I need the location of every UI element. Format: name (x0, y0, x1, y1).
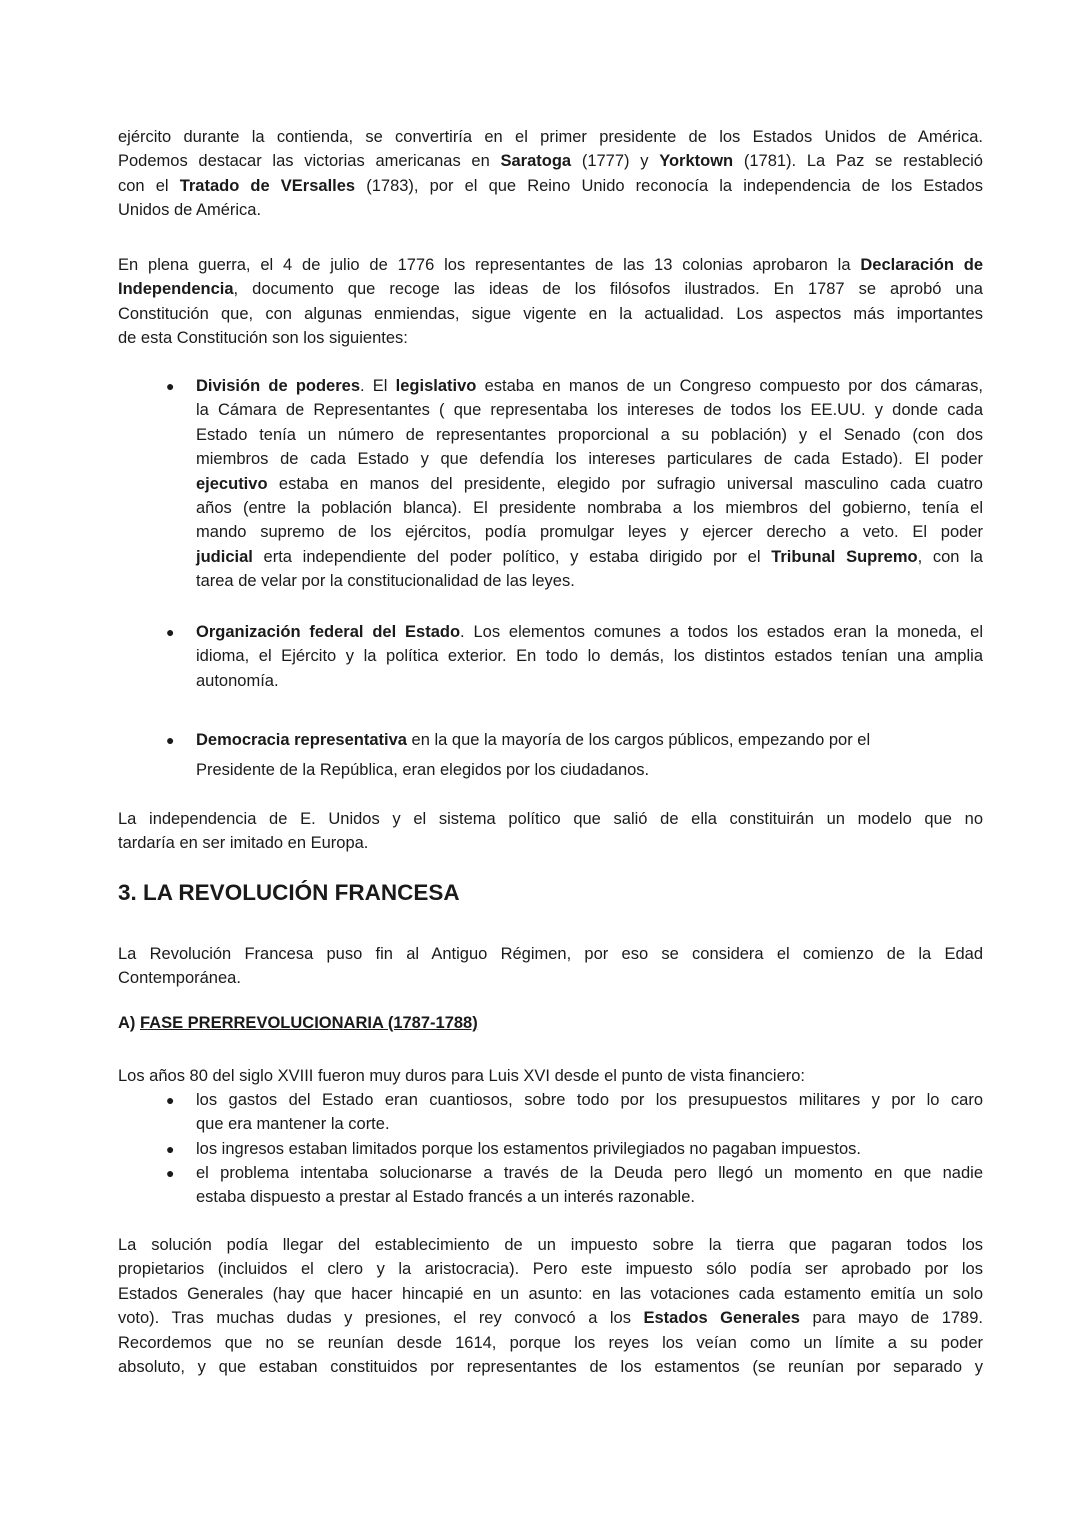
bullet-icon: ● (166, 1141, 175, 1157)
text-line (196, 1112, 983, 1136)
bullet-icon: ● (166, 378, 175, 394)
text-run: (1783), por el que Reino Unido reconocía la independencia de los Estados (355, 176, 984, 195)
paragraph-estados-generales (118, 1233, 983, 1379)
text-run: Contemporánea. (118, 969, 241, 988)
bullet-text (196, 1161, 983, 1210)
text-run: estaba dispuesto a prestar al Estado francés a un interés razonable. (196, 1188, 695, 1207)
text-line (196, 398, 983, 422)
text-line (118, 1257, 983, 1281)
bullet-icon: ● (166, 732, 175, 748)
bold-text: Democracia representativa (196, 731, 407, 749)
text-run: mando supremo de los ejércitos, podía promulgar leyes y ejercer derecho a veto. El poder (196, 523, 983, 542)
text-run: para mayo de 1789. (799, 1309, 983, 1328)
text-line (118, 1282, 983, 1306)
text-run: tarea de velar por la constitucionalidad de las leyes. (196, 572, 575, 591)
bold-text: Organización federal del Estado (196, 623, 461, 641)
bold-text: Saratoga (500, 152, 572, 171)
text-run: absoluto, y que estaban constituidos por representantes de los estamentos (se reunían por separado y (118, 1357, 983, 1376)
text-run: Presidente de la República, eran elegidos por los ciudadanos. (196, 760, 650, 779)
bullet-text (196, 374, 983, 594)
text-run: Estados Generales (hay que hacer hincapié en un asunto: en las votaciones cada estamento emitía un solo (118, 1284, 983, 1303)
text-run: (1781). La Paz se restableció (733, 152, 983, 171)
bold-text: División de poderes (196, 377, 361, 395)
text-run: Estado tenía un número de representantes proporcional a su población) y el Senado (con dos (196, 425, 983, 444)
text-run: en la que la mayoría de los cargos públicos, empezando por el (406, 731, 871, 749)
text-run: autonomía. (196, 671, 279, 690)
text-run: con el (118, 176, 180, 195)
text-run: la Cámara de Representantes ( que representaba los intereses de todos los EE.UU. y donde cada (196, 401, 983, 420)
section-heading: 3. LA REVOLUCIÓN FRANCESA (118, 880, 460, 905)
text-run: ejército durante la contienda, se convertiría en el primer presidente de los Estados Unidos de América. (118, 128, 983, 146)
text-line (118, 1233, 983, 1257)
text-run: Recordemos que no se reunían desde 1614, porque los reyes los veían como un límite a su poder (118, 1333, 983, 1352)
text-run: tardaría en ser imitado en Europa. (118, 834, 369, 853)
text-line (196, 496, 983, 520)
subsection-title: FASE PRERREVOLUCIONARIA (1787-1788) (140, 1014, 478, 1032)
text-run: erta independiente del poder político, y estaba dirigido por el (252, 547, 772, 566)
paragraph-declaration (118, 253, 983, 351)
text-line (118, 807, 983, 831)
bullet-deuda (166, 1161, 983, 1210)
text-run: La independencia de E. Unidos y el sistema político que salió de ella constituirán un modelo que no (118, 810, 983, 828)
bullet-icon: ● (166, 1092, 175, 1108)
bullet-gastos (166, 1088, 983, 1137)
text-run: voto). Tras muchas dudas y presiones, el rey convocó a los (118, 1309, 644, 1328)
text-line (196, 669, 983, 693)
text-line (118, 125, 983, 149)
text-line (118, 253, 983, 277)
text-run: , documento que recoge las ideas de los filósofos ilustrados. En 1787 se aprobó una (233, 280, 983, 299)
text-line (196, 423, 983, 447)
text-line (118, 1064, 983, 1088)
subsection-prefix: A) (118, 1014, 140, 1032)
paragraph-financial (118, 1064, 983, 1088)
text-line (196, 620, 983, 644)
text-line (196, 447, 983, 471)
text-run: La Revolución Francesa puso fin al Antiguo Régimen, por eso se considera el comienzo de la Edad (118, 945, 983, 963)
bold-text: Yorktown (659, 152, 734, 171)
paragraph-war-end (118, 125, 983, 223)
text-line (118, 198, 983, 222)
text-line (118, 1306, 983, 1330)
text-line (196, 472, 983, 496)
text-run: que era mantener la corte. (196, 1115, 390, 1134)
text-line (196, 569, 983, 593)
bold-text: legislativo (395, 377, 477, 395)
text-line (118, 942, 983, 966)
text-run: Los años 80 del siglo XVIII fueron muy duros para Luis XVI desde el punto de vista financiero: (118, 1067, 805, 1085)
bullet-text (196, 620, 983, 693)
text-run: . El (360, 377, 396, 395)
text-run: los ingresos estaban limitados porque los estamentos privilegiados no pagaban impuestos. (196, 1140, 861, 1158)
text-run: idioma, el Ejército y la política exterior. En todo lo demás, los distintos estados tenían una amplia (196, 647, 983, 666)
text-line (118, 966, 983, 990)
bullet-text-cont (196, 758, 983, 782)
paragraph-intro-revolution (118, 942, 983, 991)
text-line (196, 1161, 983, 1185)
bold-text: ejecutivo (196, 474, 268, 493)
text-line (196, 758, 983, 782)
bold-text: Tratado de VErsalles (179, 176, 356, 195)
bullet-ingresos (166, 1137, 983, 1161)
bullet-icon: ● (166, 1165, 175, 1181)
bullet-text (196, 728, 983, 752)
text-line (118, 174, 983, 198)
text-run: La solución podía llegar del establecimiento de un impuesto sobre la tierra que pagaran todos los (118, 1236, 983, 1254)
bullet-organizacion-federal (166, 620, 983, 693)
text-run: Unidos de América. (118, 201, 262, 220)
text-line (196, 1088, 983, 1112)
bullet-division-poderes (166, 374, 983, 594)
text-run: En plena guerra, el 4 de julio de 1776 los representantes de las 13 colonias aprobaron la (118, 256, 861, 274)
text-line (118, 831, 983, 855)
text-run: miembros de cada Estado y que defendía los intereses particulares de cada Estado). El poder (196, 450, 983, 469)
bold-text: Independencia (118, 280, 234, 299)
text-line (118, 302, 983, 326)
text-run: estaba en manos de un Congreso compuesto por dos cámaras, (476, 377, 983, 395)
text-run: el problema intentaba solucionarse a través de la Deuda pero llegó un momento en que nadie (196, 1164, 983, 1182)
bullet-icon: ● (166, 624, 175, 640)
text-run: los gastos del Estado eran cuantiosos, sobre todo por los presupuestos militares y por lo caro (196, 1091, 983, 1109)
text-line (118, 326, 983, 350)
text-line (196, 1137, 983, 1161)
text-line (196, 728, 983, 752)
text-line (118, 1331, 983, 1355)
paragraph-model (118, 807, 983, 856)
text-run: años (entre la población blanca). El presidente nombraba a los miembros del gobierno, tenía el (196, 498, 983, 517)
text-line (196, 520, 983, 544)
text-line (196, 1185, 983, 1209)
bold-text: Declaración de (860, 256, 983, 274)
text-line (118, 149, 983, 173)
bold-text: Tribunal Supremo (771, 547, 918, 566)
bullet-text (196, 1088, 983, 1137)
subsection-heading (118, 1014, 478, 1033)
bullet-text (196, 1137, 983, 1161)
text-run: Constitución que, con algunas enmiendas, sigue vigente en la actualidad. Los aspectos más importantes (118, 304, 983, 323)
text-run: de esta Constitución son los siguientes: (118, 329, 408, 348)
text-line (196, 644, 983, 668)
text-line (118, 277, 983, 301)
text-line (118, 1355, 983, 1379)
text-run: . Los elementos comunes a todos los estados eran la moneda, el (460, 623, 983, 641)
bullet-democracia (166, 728, 983, 782)
bold-text: judicial (196, 547, 253, 566)
text-run: propietarios (incluidos el clero y la aristocracia). Pero este impuesto sólo podía ser aprobado por los (118, 1260, 983, 1279)
text-run: Podemos destacar las victorias americanas en (118, 152, 501, 171)
text-line (196, 374, 983, 398)
text-run: , con la (917, 547, 983, 566)
text-run: (1777) y (571, 152, 660, 171)
bold-text: Estados Generales (643, 1309, 800, 1328)
text-run: estaba en manos del presidente, elegido por sufragio universal masculino cada cuatro (267, 474, 983, 493)
text-line (196, 545, 983, 569)
